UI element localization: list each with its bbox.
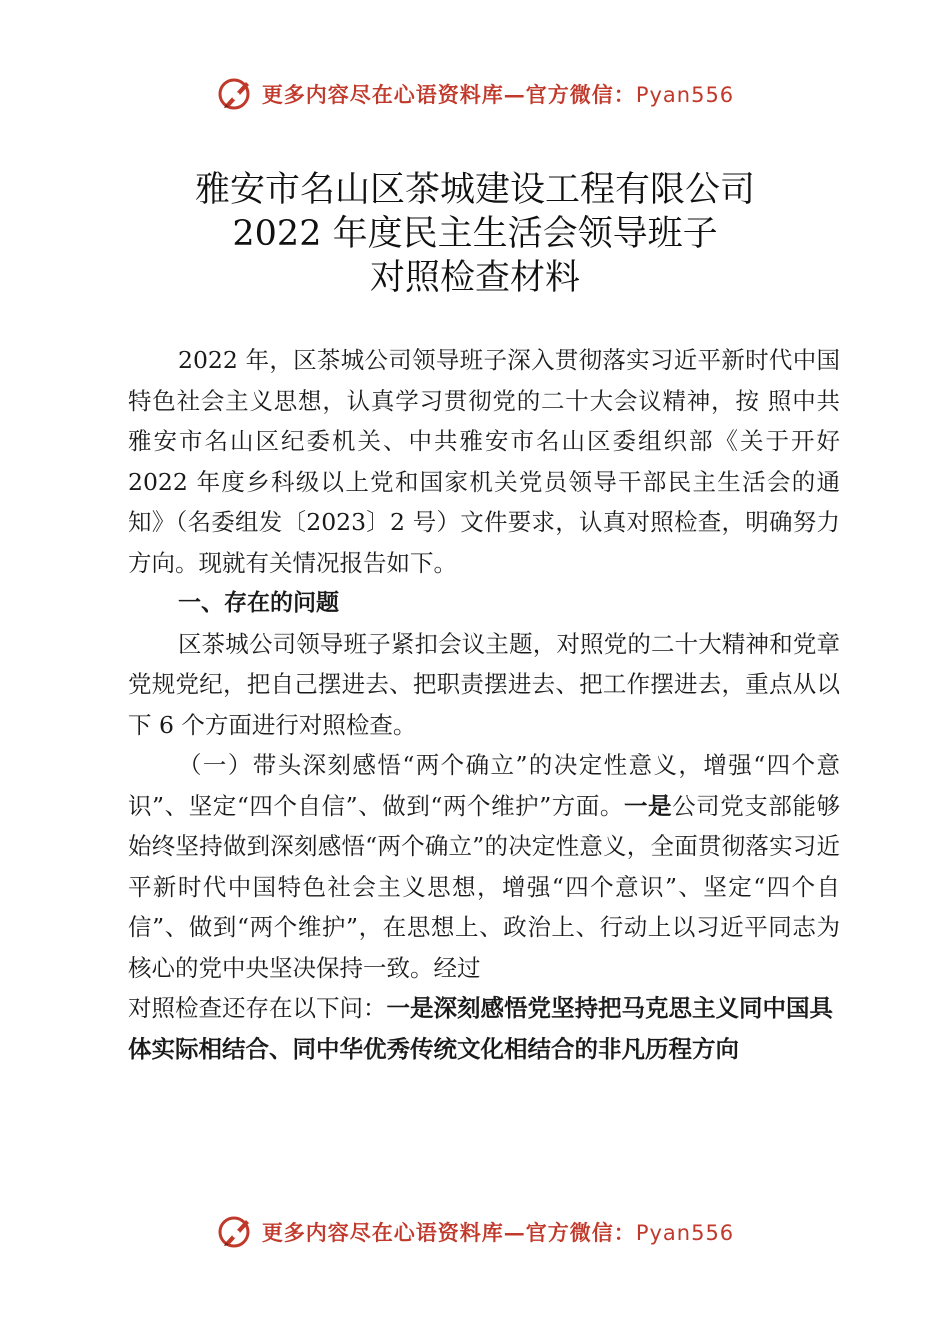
first-point-text: 公司党支部能够始终坚持做到深刻感悟“两个确立”的决定性意义，全面贯彻落实习近平新时代中国特色社会主义思想，增强“四个意识”、坚定“四个自信”、做到“两个维护”，在思想上、政治上、行动上以习近平同志为核心的党中央坚决保持一致。经过 xyxy=(128,791,840,982)
intro-paragraph: 2022 年，区茶城公司领导班子深入贯彻落实习近平新时代中国特色社会主义思想，认真学习贯彻党的二十大会议精神，按 照中共雅安市名山区纪委机关、中共雅安市名山区委组织部《关于开好 2022 年度乡科级以上党和国家机关党员领导干部民主生活会的通知》（名委组发〔2023〕2 号）文件要求，认真对照检查，明确努力方向。现就有关情况报告如下。 xyxy=(128,346,840,577)
subsection-1-paragraph xyxy=(128,745,840,988)
title-line-1: 雅安市名山区茶城建设工程有限公司 xyxy=(194,170,755,210)
section-1-paragraph: 区茶城公司领导班子紧扣会议主题，对照党的二十大精神和党章党规党纪，把自己摆进去、把职责摆进去、把工作摆进去，重点从以下 6 个方面进行对照检查。 xyxy=(128,629,840,739)
banner-text: 更多内容尽在心语资料库—官方微信：Pyan556 xyxy=(261,1220,735,1245)
footer-watermark-banner xyxy=(0,1210,950,1254)
subsection-1-heading: （一）带头深刻感悟“两个确立”的决定性意义，增强“四个意识”、坚定“四个自信”、做到“两个维护”方面。 xyxy=(128,751,840,820)
check-findings-paragraph xyxy=(128,988,840,1069)
document-title xyxy=(0,168,950,300)
findings-prefix: 对照检查还存在以下问： xyxy=(128,994,387,1022)
first-point-label: 一是 xyxy=(624,791,673,820)
pen-logo-icon xyxy=(216,74,256,114)
section-1-heading: 一、存在的问题 xyxy=(178,590,339,616)
title-line-3: 对照检查材料 xyxy=(369,258,580,298)
pen-logo-icon xyxy=(216,1212,256,1252)
findings-first-point: 一是深刻感悟党坚持把马克思主义同中国具体实际相结合、同中华优秀传统文化相结合的非凡历程方向 xyxy=(128,994,833,1063)
wechat-id: Pyan556 xyxy=(635,1221,735,1245)
banner-text: 更多内容尽在心语资料库—官方微信：Pyan556 xyxy=(261,82,735,107)
header-watermark-banner xyxy=(0,72,950,116)
wechat-id: Pyan556 xyxy=(635,83,735,107)
document-body xyxy=(128,340,840,1069)
title-line-2: 2022 年度民主生活会领导班子 xyxy=(232,214,718,254)
